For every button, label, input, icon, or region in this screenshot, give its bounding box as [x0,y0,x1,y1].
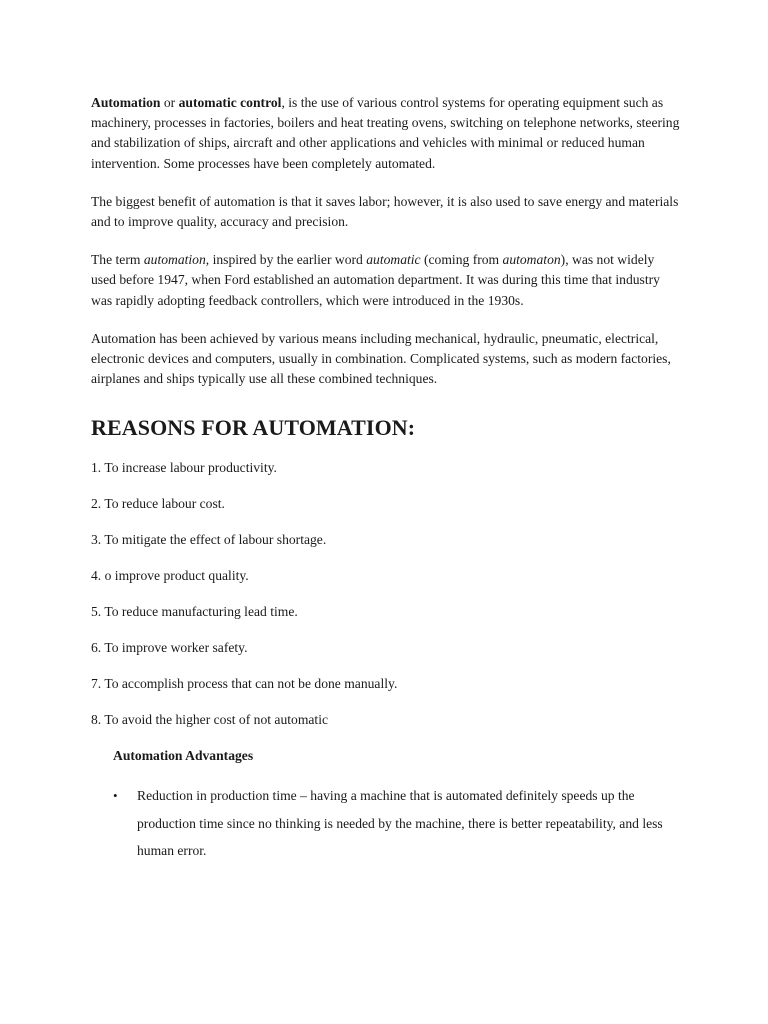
reasons-list [91,459,681,729]
text-run: , inspired by the earlier word [205,252,367,268]
reasons-heading: REASONS FOR AUTOMATION: [91,415,416,441]
term-automatic-control: automatic control [178,95,282,110]
reason-item: 7. To accomplish process that can not be done manually. [91,676,398,692]
reason-item: 4. o improve product quality. [91,568,249,584]
italic-term: automaton [502,252,561,268]
term-automation: Automation [91,95,161,110]
bullet-icon: • [113,788,118,804]
intro-paragraph-4: Automation has been achieved by various means including mechanical, hydraulic, pneumatic, electrical, electronic devices and computers, usually in combination. Complicated systems, such as modern factories, airplanes and ships typically use all these combined techniques. [91,330,671,387]
advantage-text: Reduction in production time – having a machine that is automated definitely speeds up the production time since no thinking is needed by the machine, there is better repeatability, and less human error. [137,788,663,859]
italic-term: automation [143,252,206,268]
italic-term: automatic [366,252,421,268]
advantages-heading: Automation Advantages [113,748,254,764]
reason-item: 2. To reduce labour cost. [91,496,225,512]
intro-paragraph-2: The biggest benefit of automation is that it saves labor; however, it is also used to save energy and materials and to improve quality, accuracy and precision. [91,193,679,230]
reason-item: 8. To avoid the higher cost of not automatic [91,712,329,728]
advantage-item [91,782,681,865]
intro-paragraph-1 [91,93,681,174]
text-run: or [160,95,179,110]
advantages-list [91,782,681,865]
text-run: , is the use of various control systems for operating equipment such as machinery, processes in factories, boilers and heat treating ovens, switching on telephone networks, steering and stabilization of ships, aircraft and other applications and vehicles with minimal or reduced human intervention. Some processes have been completely automated. [91,95,680,171]
reason-item: 5. To reduce manufacturing lead time. [91,604,298,620]
reason-item: 3. To mitigate the effect of labour shortage. [91,532,327,548]
intro-paragraph-3 [91,250,681,311]
text-run: (coming from [420,252,503,268]
reason-item: 1. To increase labour productivity. [91,460,277,476]
text-run: The term [91,252,144,268]
document-page [91,93,681,865]
text-run: ), was not widely used before 1947, when Ford established an automation department. It was during this time that industry was rapidly adopting feedback controllers, which were introduced in the 1930s. [91,252,660,308]
reason-item: 6. To improve worker safety. [91,640,248,656]
